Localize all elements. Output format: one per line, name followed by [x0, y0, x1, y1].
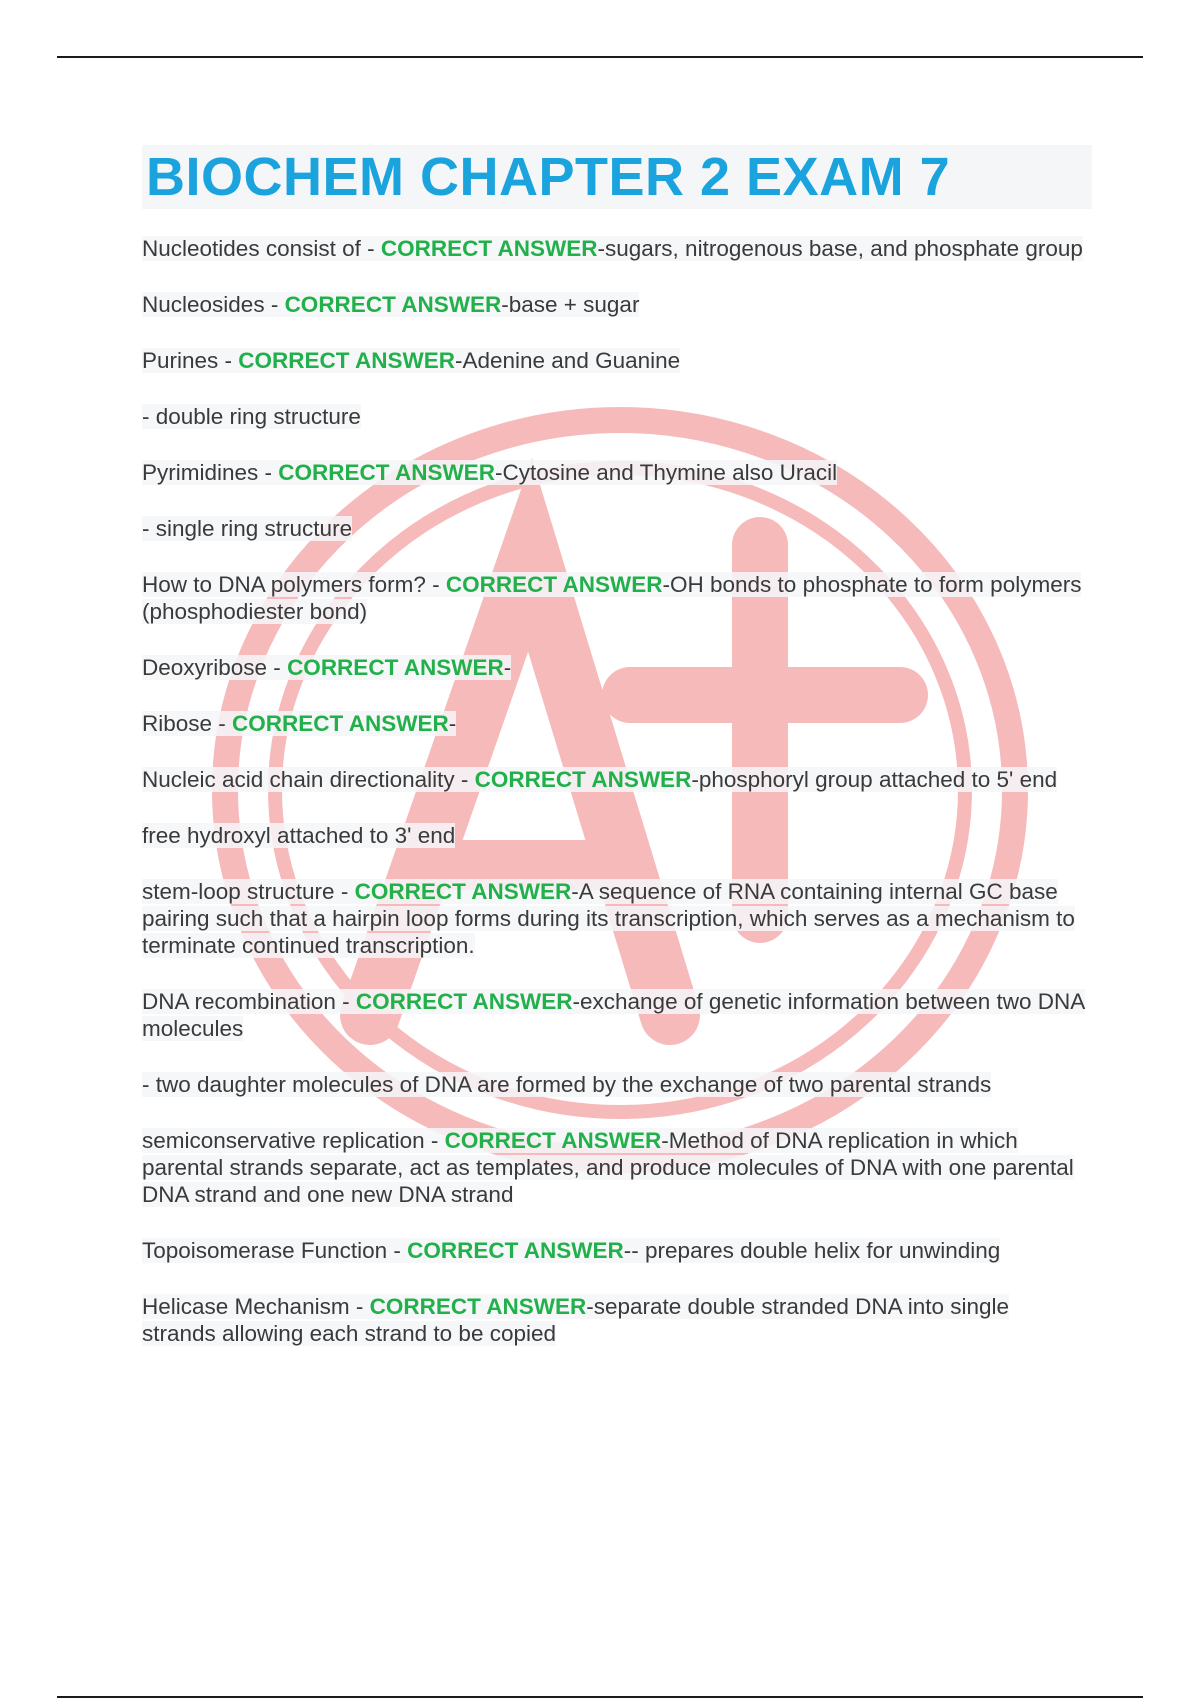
answer-text: -phosphoryl group attached to 5' end	[691, 767, 1058, 792]
qa-entry	[142, 403, 1087, 430]
correct-answer-label: CORRECT ANSWER	[278, 460, 495, 485]
question-text: Purines -	[142, 348, 239, 373]
qa-entry	[142, 571, 1087, 625]
correct-answer-label: CORRECT ANSWER	[380, 236, 598, 261]
answer-text: -- prepares double helix for unwinding	[623, 1238, 1001, 1263]
correct-answer-label: CORRECT ANSWER	[445, 572, 663, 597]
qa-entry	[142, 766, 1087, 793]
correct-answer-label: CORRECT ANSWER	[232, 711, 449, 736]
qa-entry	[142, 459, 1087, 486]
question-text: free hydroxyl attached to 3' end	[142, 823, 456, 848]
correct-answer-label: CORRECT ANSWER	[444, 1128, 662, 1153]
document-body	[142, 145, 1092, 1376]
question-text: Nucleotides consist of -	[142, 236, 381, 261]
correct-answer-label: CORRECT ANSWER	[287, 655, 504, 680]
answer-text: -base + sugar	[501, 292, 640, 317]
question-text: stem-loop structure -	[142, 879, 355, 904]
qa-entry	[142, 1071, 1087, 1098]
question-text: Nucleosides -	[142, 292, 285, 317]
qa-entry	[142, 347, 1087, 374]
answer-text: -separate double stranded DNA into single strands allowing each strand to be copied	[142, 1294, 1010, 1346]
qa-entry	[142, 291, 1087, 318]
answer-text: -exchange of genetic information between two DNA molecules	[142, 989, 1086, 1041]
question-text: Ribose -	[142, 711, 233, 736]
qa-entry	[142, 1237, 1087, 1264]
bottom-rule	[57, 1696, 1143, 1698]
answer-text: -	[448, 711, 457, 736]
question-text: Topoisomerase Function -	[142, 1238, 408, 1263]
qa-entry	[142, 1293, 1087, 1347]
answer-text: -Method of DNA replication in which parental strands separate, act as templates, and produce molecules of DNA with one parental DNA strand and one new DNA strand	[142, 1128, 1074, 1207]
answer-text: -sugars, nitrogenous base, and phosphate group	[597, 236, 1083, 261]
answer-text: -	[503, 655, 512, 680]
qa-entry	[142, 654, 1087, 681]
qa-list	[142, 235, 1092, 1347]
qa-entry	[142, 515, 1087, 542]
answer-text: -Cytosine and Thymine also Uracil	[494, 460, 838, 485]
top-rule	[57, 56, 1143, 58]
question-text: Deoxyribose -	[142, 655, 288, 680]
question-text: Pyrimidines -	[142, 460, 279, 485]
correct-answer-label: CORRECT ANSWER	[407, 1238, 624, 1263]
correct-answer-label: CORRECT ANSWER	[354, 879, 572, 904]
page-title: BIOCHEM CHAPTER 2 EXAM 7	[146, 147, 951, 207]
correct-answer-label: CORRECT ANSWER	[284, 292, 502, 317]
question-text: - double ring structure	[142, 404, 361, 429]
question-text: How to DNA polymers form? -	[142, 572, 446, 597]
question-text: DNA recombination -	[142, 989, 356, 1014]
answer-text: -A sequence of RNA containing internal GC base pairing such that a hairpin loop forms during its transcription, which serves as a mechanism to terminate continued transcription.	[142, 879, 1075, 958]
correct-answer-label: CORRECT ANSWER	[474, 767, 692, 792]
qa-entry	[142, 235, 1087, 262]
question-text: Nucleic acid chain directionality -	[142, 767, 475, 792]
question-text: - two daughter molecules of DNA are formed by the exchange of two parental strands	[142, 1072, 992, 1097]
qa-entry	[142, 710, 1087, 737]
answer-text: -Adenine and Guanine	[454, 348, 681, 373]
correct-answer-label: CORRECT ANSWER	[238, 348, 455, 373]
answer-text: -OH bonds to phosphate to form polymers (phosphodiester bond)	[142, 572, 1082, 624]
qa-entry	[142, 1127, 1087, 1208]
correct-answer-label: CORRECT ANSWER	[355, 989, 573, 1014]
title-band	[142, 145, 1092, 209]
qa-entry	[142, 878, 1087, 959]
question-text: - single ring structure	[142, 516, 353, 541]
qa-entry	[142, 988, 1087, 1042]
qa-entry	[142, 822, 1087, 849]
question-text: Helicase Mechanism -	[142, 1294, 370, 1319]
correct-answer-label: CORRECT ANSWER	[369, 1294, 587, 1319]
question-text: semiconservative replication -	[142, 1128, 445, 1153]
